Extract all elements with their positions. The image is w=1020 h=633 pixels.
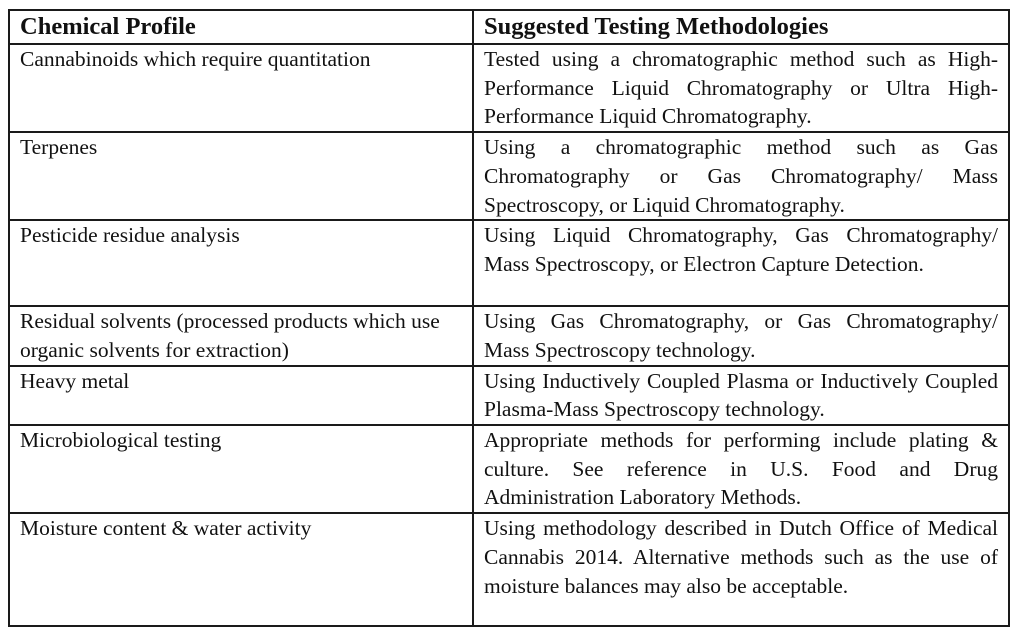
table-row xyxy=(9,513,1009,626)
column-header-chemical-profile: Chemical Profile xyxy=(9,10,473,44)
chemical-profile-cell: Pesticide residue analysis xyxy=(9,220,473,306)
testing-method-cell: Using Inductively Coupled Plasma or Inductively Coupled Plasma-Mass Spectroscopy technology. xyxy=(473,366,1009,425)
chemical-profile-cell: Cannabinoids which require quantitation xyxy=(9,44,473,132)
testing-method-cell: Appropriate methods for performing include plating & culture. See reference in U.S. Food and Drug Administration Laboratory Methods. xyxy=(473,425,1009,513)
chemical-profile-cell: Terpenes xyxy=(9,132,473,220)
testing-method-cell: Using Liquid Chromatography, Gas Chromatography/ Mass Spectroscopy, or Electron Capture Detection. xyxy=(473,220,1009,306)
table-row xyxy=(9,132,1009,220)
table-row xyxy=(9,220,1009,306)
table-header-row xyxy=(9,10,1009,44)
table-row xyxy=(9,425,1009,513)
chemical-profile-cell: Residual solvents (processed products which use organic solvents for extraction) xyxy=(9,306,473,365)
testing-method-cell: Using a chromatographic method such as Gas Chromatography or Gas Chromatography/ Mass Spectroscopy, or Liquid Chromatography. xyxy=(473,132,1009,220)
chemical-profile-cell: Moisture content & water activity xyxy=(9,513,473,626)
table-row xyxy=(9,306,1009,365)
testing-methodologies-table xyxy=(8,9,1010,627)
table-row xyxy=(9,44,1009,132)
chemical-profile-cell: Microbiological testing xyxy=(9,425,473,513)
testing-method-cell: Using Gas Chromatography, or Gas Chromatography/ Mass Spectroscopy technology. xyxy=(473,306,1009,365)
testing-method-cell: Using methodology described in Dutch Office of Medical Cannabis 2014. Alternative methods such as the use of moisture balances may also be acceptable. xyxy=(473,513,1009,626)
testing-method-cell: Tested using a chromatographic method such as High-Performance Liquid Chromatography or Ultra High- Performance Liquid Chromatography. xyxy=(473,44,1009,132)
chemical-profile-cell: Heavy metal xyxy=(9,366,473,425)
column-header-testing-methodologies: Suggested Testing Methodologies xyxy=(473,10,1009,44)
table-row xyxy=(9,366,1009,425)
